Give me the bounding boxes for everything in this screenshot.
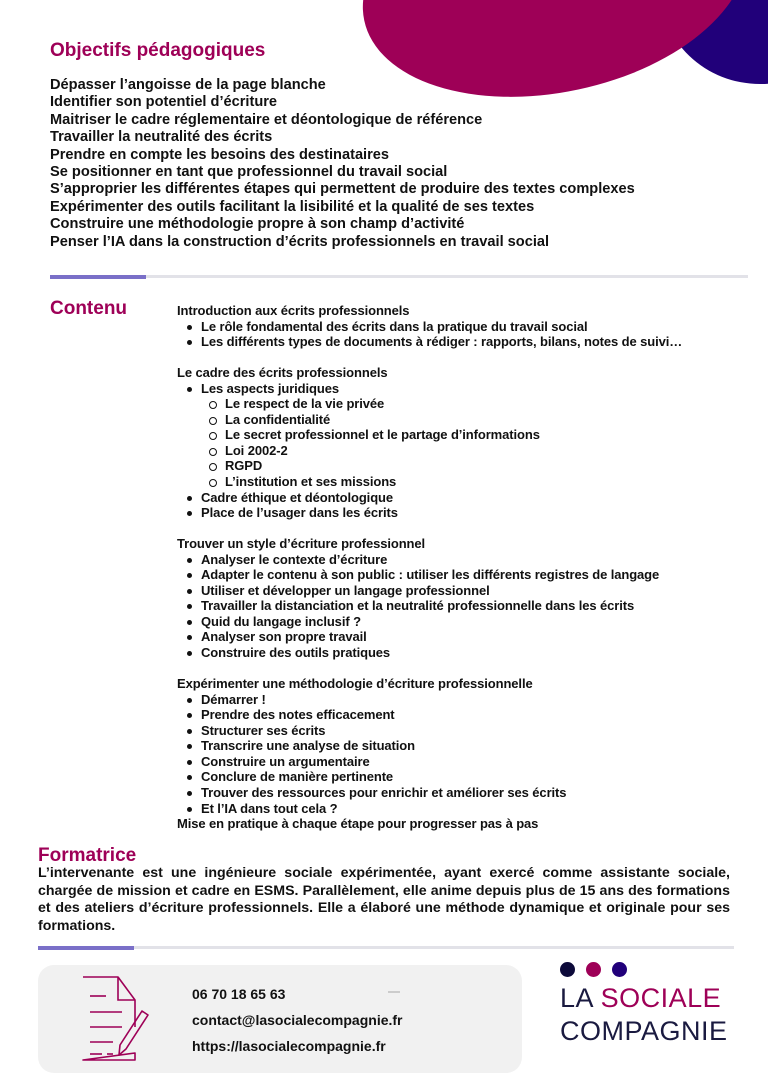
sub-list-item: RGPD [177,458,762,474]
list-item: Travailler la neutralité des écrits [50,129,273,146]
divider [50,275,748,278]
sub-list-item: Loi 2002-2 [177,443,762,459]
list-item: Place de l’usager dans les écrits [177,505,762,521]
contact-website[interactable]: https://lasocialecompagnie.fr [192,1038,386,1054]
list-item: Prendre en compte les besoins des destinataires [50,146,390,163]
list-item: Les aspects juridiques [177,381,762,397]
list-item: Penser l’IA dans la construction d’écrits professionnels en travail social [50,233,550,250]
divider [388,991,400,993]
objectifs-title: Objectifs pédagogiques [50,40,266,61]
list-item: Travailler la distanciation et la neutralité professionnelle dans les écrits [177,598,762,614]
list-item: Construire un argumentaire [177,754,762,770]
section-title: Expérimenter une méthodologie d’écriture professionnelle [177,676,533,692]
list-item: Et l’IA dans tout cela ? [177,801,762,817]
contact-card [38,965,522,1073]
list-item: Les différents types de documents à rédiger : rapports, bilans, notes de suivi… [177,334,762,350]
section-title: Introduction aux écrits professionnels [177,303,410,318]
sub-list-item: Le secret professionnel et le partage d’informations [177,427,762,443]
list-item: Utiliser et développer un langage professionnel [177,583,762,599]
list-item: S’approprier les différentes étapes qui permettent de produire des textes complexes [50,181,635,198]
list-item: Structurer ses écrits [177,723,762,739]
formatrice-title: Formatrice [38,845,137,866]
list-item: Trouver des ressources pour enrichir et améliorer ses écrits [177,785,762,801]
logo-word: COMPAGNIE [560,1016,728,1046]
list-item: Quid du langage inclusif ? [177,614,762,630]
contenu-body [177,303,762,832]
list-item: Cadre éthique et déontologique [177,490,762,506]
logo-word: LA [560,983,593,1013]
list-item: Analyser le contexte d’écriture [177,552,762,568]
list-item: Transcrire une analyse de situation [177,738,762,754]
list-item: Conclure de manière pertinente [177,769,762,785]
list-item: Expérimenter des outils facilitant la lisibilité et la qualité de ses textes [50,198,535,215]
list-item: Dépasser l’angoisse de la page blanche [50,77,326,93]
logo-word: SOCIALE [600,983,722,1013]
contenu-title: Contenu [50,298,128,319]
list-item: Le rôle fondamental des écrits dans la pratique du travail social [177,319,762,335]
list-item: Analyser son propre travail [177,629,762,645]
contact-phone[interactable]: 06 70 18 65 63 [192,986,286,1002]
divider [38,946,734,949]
formatrice-text: L’intervenante est une ingénieure sociale expérimentée, ayant exercé comme assistante sociale, chargée de mission et cadre en ESMS. Parallèlement, elle anime depuis plus de 15 ans des formations et des ateliers d’écriture professionnels. Elle a élaboré une méthode dynamique et originale pour ses formations. [38,865,730,934]
list-item: Se positionner en tant que professionnel du travail social [50,164,448,181]
sub-list-item: L’institution et ses missions [177,474,762,490]
objectifs-list [50,77,750,251]
sub-list-item: La confidentialité [177,412,762,428]
list-item: Construire une méthodologie propre à son champ d’activité [50,216,465,233]
document-pen-icon [80,975,152,1063]
list-item: Identifier son potentiel d’écriture [50,94,278,111]
list-item: Démarrer ! [177,692,762,708]
sub-list-item: Le respect de la vie privée [177,396,762,412]
section-title: Le cadre des écrits professionnels [177,365,388,381]
section-title: Trouver un style d’écriture professionnel [177,536,426,552]
list-item: Prendre des notes efficacement [177,707,762,723]
section-footer: Mise en pratique à chaque étape pour progresser pas à pas [177,816,539,832]
list-item: Construire des outils pratiques [177,645,762,661]
list-item: Maitriser le cadre réglementaire et déontologique de référence [50,111,483,128]
list-item: Adapter le contenu à son public : utiliser les différents registres de langage [177,567,762,583]
logo [560,962,760,1048]
contact-email[interactable]: contact@lasocialecompagnie.fr [192,1012,403,1028]
